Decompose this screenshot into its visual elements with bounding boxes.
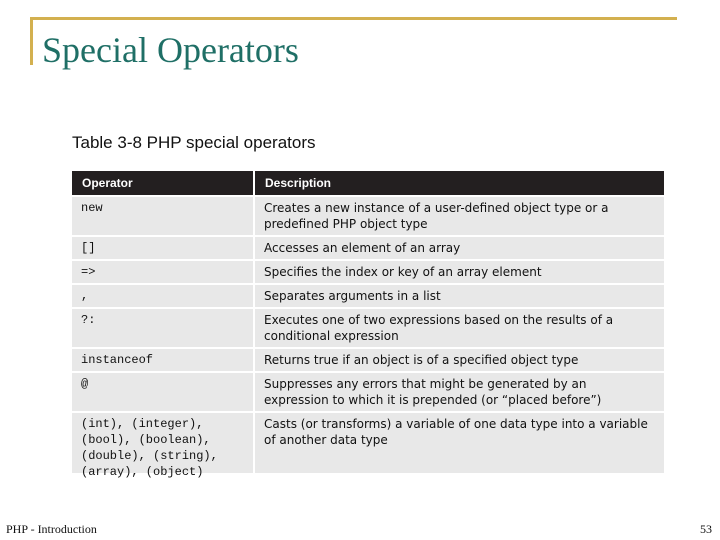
description-cell: Specifies the index or key of an array element	[254, 260, 664, 284]
description-cell: Returns true if an object is of a specified object type	[254, 348, 664, 372]
table-row	[72, 412, 664, 483]
table-row	[72, 236, 664, 260]
description-cell: Separates arguments in a list	[254, 284, 664, 308]
page-number: 53	[700, 522, 712, 536]
operator-cell: =>	[72, 260, 254, 284]
table-row	[72, 196, 664, 236]
column-header-operator: Operator	[72, 171, 254, 196]
frame-top-rule	[30, 17, 677, 20]
table-header-row	[72, 171, 664, 196]
description-cell: Accesses an element of an array	[254, 236, 664, 260]
table-caption: Table 3-8 PHP special operators	[72, 133, 316, 152]
description-cell: Creates a new instance of a user-defined object type or a predefined PHP object type	[254, 196, 664, 236]
description-cell: Casts (or transforms) a variable of one data type into a variable of another data type	[254, 412, 664, 483]
slide-title: Special Operators	[42, 30, 299, 70]
operator-cell: @	[72, 372, 254, 412]
footer-course-title: PHP - Introduction	[6, 522, 97, 536]
operator-cell: new	[72, 196, 254, 236]
operator-cell: instanceof	[72, 348, 254, 372]
frame-left-rule	[30, 17, 33, 65]
column-header-description: Description	[254, 171, 664, 196]
table-row	[72, 284, 664, 308]
operator-cell: []	[72, 236, 254, 260]
operator-cell: ?:	[72, 308, 254, 348]
table-row	[72, 260, 664, 284]
table-row	[72, 308, 664, 348]
operators-table-container	[72, 171, 664, 479]
table-row	[72, 348, 664, 372]
description-cell: Executes one of two expressions based on the results of a conditional expression	[254, 308, 664, 348]
operators-table	[72, 171, 664, 483]
table-row	[72, 372, 664, 412]
operator-cell: ,	[72, 284, 254, 308]
description-cell: Suppresses any errors that might be generated by an expression to which it is prepended (or “placed before”)	[254, 372, 664, 412]
operator-cell: (int), (integer), (bool), (boolean), (double), (string), (array), (object)	[72, 412, 254, 483]
